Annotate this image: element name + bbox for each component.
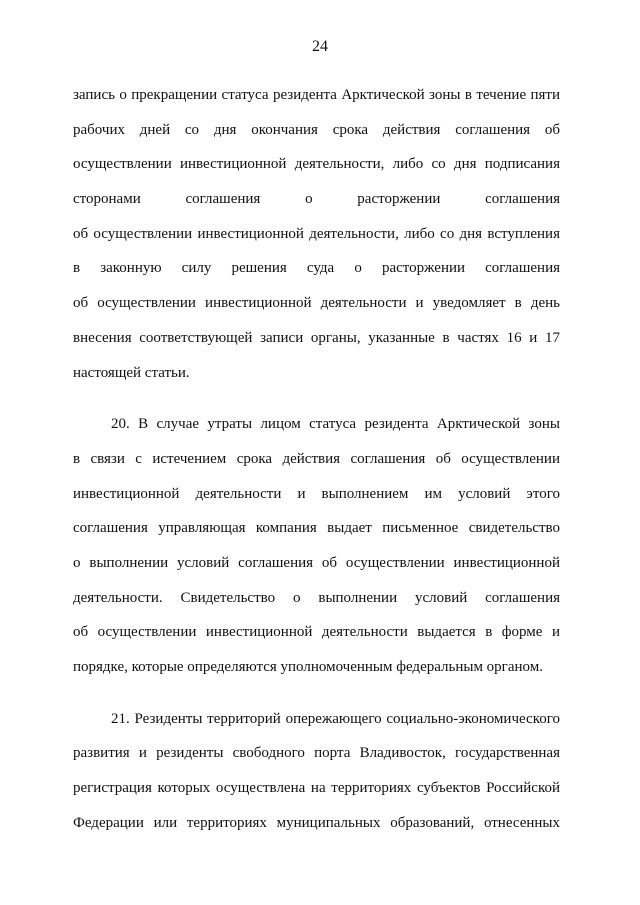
text-line: порядке, которые определяются уполномоченным федеральным органом. <box>73 659 543 675</box>
paragraph-gap <box>73 685 560 702</box>
text-line: деятельности. Свидетельство о выполнении условий соглашения <box>73 589 560 606</box>
text-line: об осуществлении инвестиционной деятельности выдается в форме и <box>73 624 560 641</box>
text-line: о выполнении условий соглашения об осуществлении инвестиционной <box>73 554 560 571</box>
document-body <box>73 78 560 840</box>
text-line: инвестиционной деятельности и выполнением им условий этого <box>73 485 560 502</box>
text-line: рабочих дней со дня окончания срока действия соглашения об <box>73 121 560 138</box>
text-line: в связи с истечением срока действия соглашения об осуществлении <box>73 450 560 467</box>
text-line: развития и резиденты свободного порта Владивосток, государственная <box>73 745 560 762</box>
paragraph-gap <box>73 390 560 407</box>
text-line: Федерации или территориях муниципальных образований, отнесенных <box>73 814 560 831</box>
text-line: регистрация которых осуществлена на территориях субъектов Российской <box>73 780 560 797</box>
paragraph-21-first-line: 21. Резиденты территорий опережающего социально-экономического <box>111 710 560 727</box>
text-line: об осуществлении инвестиционной деятельности, либо со дня вступления <box>73 225 560 242</box>
text-line: внесения соответствующей записи органы, указанные в частях 16 и 17 <box>73 329 560 346</box>
text-line: в законную силу решения суда о расторжении соглашения <box>73 260 560 277</box>
text-line: соглашения управляющая компания выдает письменное свидетельство <box>73 520 560 537</box>
text-line: настоящей статьи. <box>73 364 190 381</box>
text-line: осуществлении инвестиционной деятельности, либо со дня подписания <box>73 156 560 173</box>
text-line: сторонами соглашения о расторжении соглашения <box>73 191 560 208</box>
paragraph-20-first-line: 20. В случае утраты лицом статуса резидента Арктической зоны <box>111 416 560 433</box>
page-number: 24 <box>312 38 328 55</box>
text-line: запись о прекращении статуса резидента Арктической зоны в течение пяти <box>73 87 560 103</box>
text-line: об осуществлении инвестиционной деятельности и уведомляет в день <box>73 295 560 312</box>
